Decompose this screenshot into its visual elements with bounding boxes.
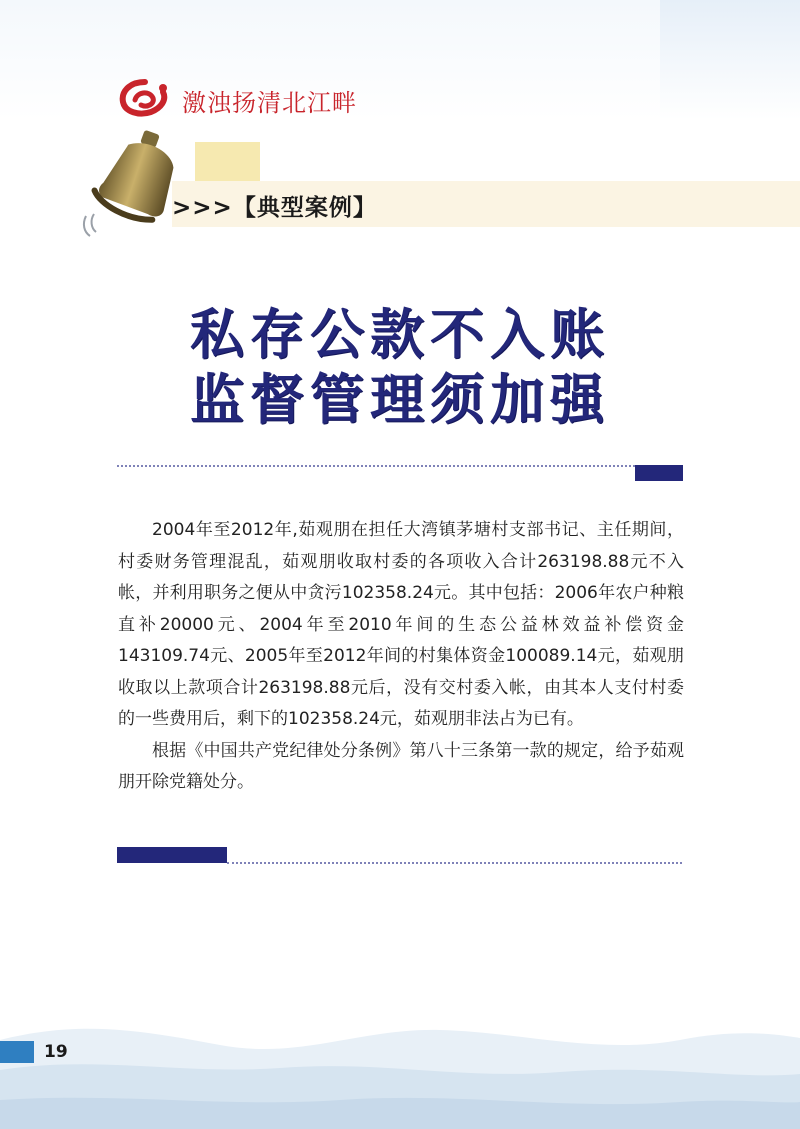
swirl-logo-icon	[117, 78, 173, 118]
page-number-tab	[0, 1041, 34, 1063]
section-accent-block	[195, 142, 260, 182]
divider-dotted-top	[117, 465, 635, 467]
brand-title: 激浊扬清北江畔	[182, 89, 357, 117]
article-body	[118, 515, 684, 799]
divider-bar-bottom	[117, 847, 227, 863]
divider-dotted-bottom	[227, 862, 682, 864]
divider-bar-top	[635, 465, 683, 481]
section-label: >>>【典型案例】	[172, 195, 377, 221]
page-number: 19	[44, 1042, 68, 1062]
article-paragraph: 根据《中国共产党纪律处分条例》第八十三条第一款的规定，给予茹观朋开除党籍处分。	[118, 740, 684, 792]
headline-line2: 监督管理须加强	[190, 368, 610, 431]
bell-icon	[80, 130, 180, 240]
article-paragraph: 2004年至2012年,茹观朋在担任大湾镇茅塘村支部书记、主任期间，村委财务管理混乱，茹观朋收取村委的各项收入合计263198.88元不入帐，并利用职务之便从中贪污102358.24元。其中包括：2006年农户种粮直补20000元、2004年至2010年间的生态公益林效益补偿资金143109.74元、2005年至2012年间的村集体资金100089.14元，茹观朋收取以上款项合计263198.88元后，没有交村委入帐，由其本人支付村委的一些费用后，剩下的102358.24元，茹观朋非法占为已有。	[118, 520, 684, 729]
mountain-background	[0, 1000, 800, 1129]
headline-line1: 私存公款不入账	[190, 303, 610, 366]
